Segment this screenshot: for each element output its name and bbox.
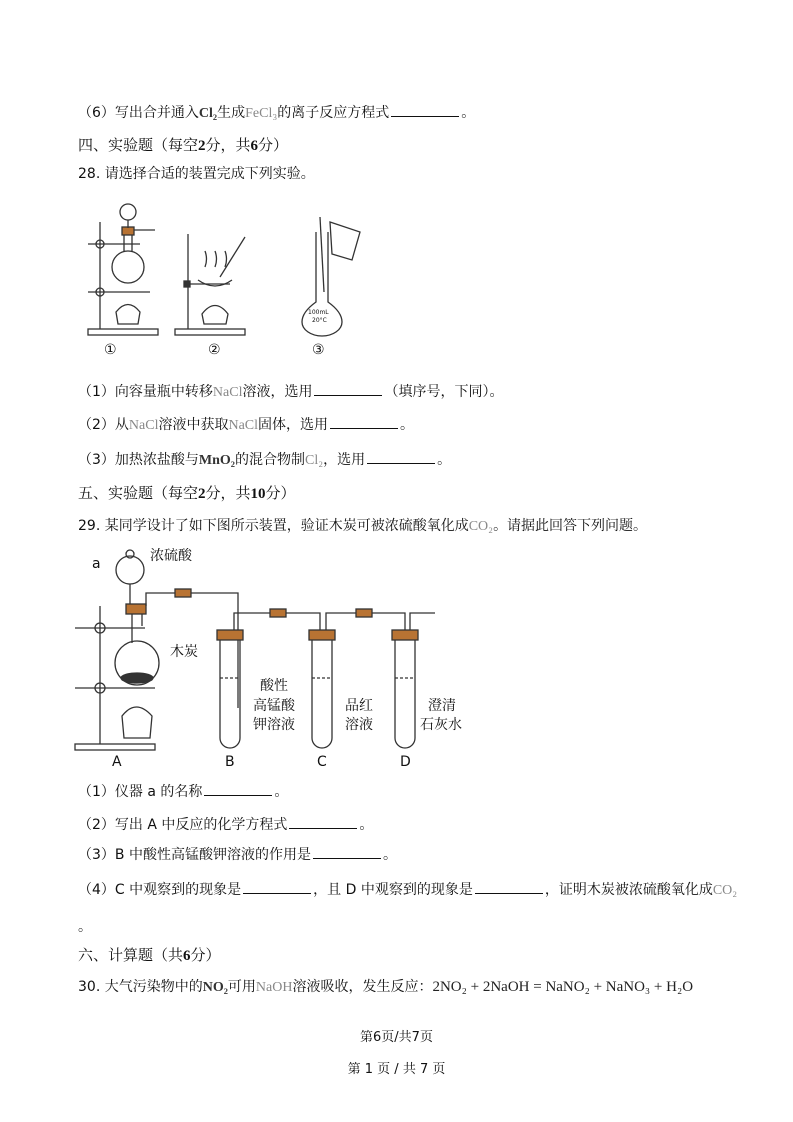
formula-cl2: Cl₂ <box>305 453 324 468</box>
text: 。 <box>359 817 374 833</box>
text: （1）仪器 a 的名称 <box>78 784 203 800</box>
answer-blank[interactable] <box>204 783 272 796</box>
text: （1）向容量瓶中转移 <box>78 384 213 400</box>
formula-mno2: MnO₂ <box>198 453 236 468</box>
text: 溶液，选用 <box>242 384 313 400</box>
answer-blank[interactable] <box>243 881 311 894</box>
flask-temperature-label: 20°C <box>312 317 327 324</box>
apparatus-label-1: ① <box>104 342 117 358</box>
answer-blank[interactable] <box>313 846 381 859</box>
text: 分） <box>265 484 296 502</box>
label-conc-sulfuric-acid: 浓硫酸 <box>150 548 192 564</box>
text: 。 <box>274 784 289 800</box>
text: （2）从 <box>78 417 129 433</box>
text: 五、实验题（每空 <box>78 484 199 502</box>
formula-naoh: NaOH <box>255 980 293 995</box>
text: ，且 D 中观察到的现象是 <box>313 882 473 898</box>
text: 四、实验题（每空 <box>78 136 199 154</box>
question-28-3 <box>78 449 451 469</box>
text: 可用 <box>227 979 256 995</box>
section-6-heading <box>78 944 221 965</box>
label-D: D <box>400 754 411 770</box>
question-30 <box>78 976 693 996</box>
text: （3）加热浓盐酸与 <box>78 452 199 468</box>
text: 六、计算题（共 <box>78 946 184 964</box>
label-A: A <box>112 754 122 770</box>
formula-co2: CO₂ <box>712 883 738 898</box>
answer-blank[interactable] <box>475 881 543 894</box>
question-29-4-end: 。 <box>78 919 92 935</box>
label-c-line1: 品红 <box>345 698 373 714</box>
section-4-heading <box>78 134 288 155</box>
answer-blank[interactable] <box>314 383 382 396</box>
question-27-6 <box>78 102 475 122</box>
answer-blank[interactable] <box>367 451 435 464</box>
text: 生成 <box>217 105 246 121</box>
text: 固体，选用 <box>258 417 329 433</box>
answer-blank[interactable] <box>391 104 459 117</box>
flask-capacity-label: 100mL <box>308 309 329 316</box>
label-b-line2: 高锰酸 <box>253 698 295 714</box>
text: 。 <box>382 847 397 863</box>
answer-blank[interactable] <box>289 816 357 829</box>
apparatus-a <box>75 550 238 750</box>
text: ，证明木炭被浓硫酸氧化成 <box>544 882 713 898</box>
text: 。 <box>461 105 476 121</box>
text: （2）写出 A 中反应的化学方程式 <box>78 817 288 833</box>
label-b-line3: 钾溶液 <box>253 717 295 733</box>
text: 分） <box>258 136 289 154</box>
question-29-stem <box>78 515 647 535</box>
apparatus-3 <box>302 217 360 336</box>
text: 。 <box>437 452 452 468</box>
apparatus-diagram-29 <box>70 548 470 770</box>
page-number-outer: 第 1 页 / 共 7 页 <box>347 1062 446 1077</box>
apparatus-1 <box>88 204 158 335</box>
text: 溶液中获取 <box>158 417 229 433</box>
formula-nacl: NaCl <box>228 418 259 433</box>
label-d-line2: 石灰水 <box>420 717 462 733</box>
question-28-stem: 28. 请选择合适的装置完成下列实验。 <box>78 166 315 182</box>
question-28-2 <box>78 414 414 434</box>
apparatus-label-2: ② <box>208 342 221 358</box>
text: 分） <box>190 946 221 964</box>
page-number-inner: 第6页/共7页 <box>360 1030 433 1045</box>
text: （6）写出合并通入 <box>78 105 199 121</box>
question-29-1 <box>78 781 288 801</box>
label-b-line1: 酸性 <box>260 678 288 694</box>
label-a: a <box>92 556 101 572</box>
text: ，选用 <box>323 452 366 468</box>
text: （4）C 中观察到的现象是 <box>78 882 242 898</box>
label-d-line1: 澄清 <box>428 698 456 714</box>
label-c-line2: 溶液 <box>345 717 373 733</box>
text: 分，共 <box>205 484 251 502</box>
label-B: B <box>225 754 235 770</box>
text: 的离子反应方程式 <box>277 105 390 121</box>
question-28-1 <box>78 381 503 401</box>
label-charcoal: 木炭 <box>170 644 198 660</box>
text: 2 <box>198 486 206 502</box>
formula-fecl3: FeCl₃ <box>245 106 278 121</box>
apparatus-label-3: ③ <box>312 342 325 358</box>
question-29-2 <box>78 814 373 834</box>
formula-co2: CO₂ <box>468 519 494 534</box>
text: 30. 大气污染物中的 <box>78 979 203 995</box>
text: 6 <box>183 948 191 964</box>
answer-blank[interactable] <box>330 416 398 429</box>
text: 29. 某同学设计了如下图所示装置，验证木炭可被浓硫酸氧化成 <box>78 518 469 534</box>
apparatus-2 <box>175 234 245 335</box>
reaction-equation: 2NO₂ + 2NaOH = NaNO₂ + NaNO₃ + H₂O <box>432 979 694 995</box>
text: （3）B 中酸性高锰酸钾溶液的作用是 <box>78 847 311 863</box>
text: 10 <box>250 486 266 502</box>
formula-no2: NO₂ <box>202 980 228 995</box>
question-29-3 <box>78 844 397 864</box>
text: 溶液吸收，发生反应： <box>292 979 433 995</box>
formula-cl2: Cl₂ <box>198 106 218 121</box>
section-5-heading <box>78 482 296 503</box>
text: 分，共 <box>205 136 251 154</box>
text: 。 <box>400 417 415 433</box>
apparatus-diagram-28 <box>80 192 380 362</box>
text: 2 <box>198 138 206 154</box>
text: 。请据此回答下列问题。 <box>493 518 648 534</box>
text: （填序号，下同）。 <box>384 384 504 400</box>
formula-nacl: NaCl <box>128 418 159 433</box>
text: 6 <box>250 138 259 154</box>
formula-nacl: NaCl <box>212 385 243 400</box>
question-29-4 <box>78 879 737 899</box>
text: 的混合物制 <box>235 452 306 468</box>
label-C: C <box>317 754 327 770</box>
